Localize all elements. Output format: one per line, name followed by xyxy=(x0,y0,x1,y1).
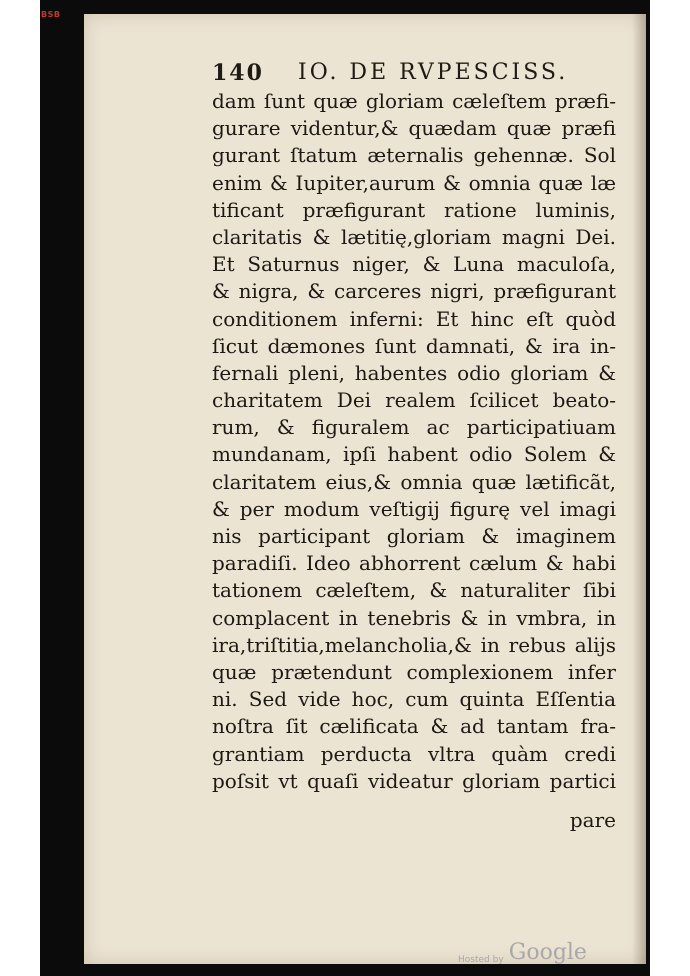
hosted-by-watermark xyxy=(458,940,587,966)
body-text xyxy=(212,88,616,795)
text-line: gurant ſtatum æternalis gehennæ. Sol xyxy=(212,143,616,168)
text-line: poſsit vt quaſi videatur gloriam partici xyxy=(212,768,616,793)
google-logo: Google xyxy=(508,940,587,965)
text-line: dam ſunt quæ gloriam cæleſtem præfi- xyxy=(212,89,616,113)
text-line: enim & Iupiter,aurum & omnia quæ læ xyxy=(212,170,616,195)
text-line: gurare videntur,& quædam quæ præfi xyxy=(212,116,616,141)
text-line: claritatis & lætitię,gloriam magni Dei. xyxy=(212,224,616,249)
text-line: quæ prætendunt complexionem infer xyxy=(212,659,616,684)
text-line: & per modum veſtigij figurę vel imagi xyxy=(212,496,616,521)
text-line: conditionem inferni: Et hinc eſt quòd xyxy=(212,306,616,331)
text-line: & nigra, & carceres nigri, præfigurant xyxy=(212,279,616,304)
text-line: grantiam perducta vltra quàm credi xyxy=(212,741,616,766)
text-line: ira,triſtitia,melancholia,& in rebus alijs xyxy=(212,632,616,657)
page-edge-shadow xyxy=(632,14,646,964)
text-line: tificant præfigurant ratione luminis, xyxy=(212,197,616,222)
text-line: paradiſi. Ideo abhorrent cælum & habi xyxy=(212,551,616,576)
text-line: noſtra ſit cælificata & ad tantam fra- xyxy=(212,714,616,739)
text-line: ni. Sed vide hoc, cum quinta Eſſentia xyxy=(212,687,616,712)
text-line: fernali pleni, habentes odio gloriam & xyxy=(212,360,616,385)
text-line: Et Saturnus niger, & Luna maculoſa, xyxy=(212,252,616,277)
text-line: claritatem eius,& omnia quæ lætificãt, xyxy=(212,469,616,494)
text-line: ſicut dæmones ſunt damnati, & ira in- xyxy=(212,333,616,358)
text-line: nis participant gloriam & imaginem xyxy=(212,524,616,548)
hosted-by-text: Hosted by xyxy=(458,955,504,965)
running-head: IO. DE RVPESCISS. xyxy=(298,60,569,85)
text-line: rum, & figuralem ac participatiuam xyxy=(212,415,616,440)
text-line: charitatem Dei realem ſcilicet beato- xyxy=(212,388,616,413)
text-line: mundanam, ipſi habent odio Solem & xyxy=(212,442,616,467)
text-line: complacent in tenebris & in vmbra, in xyxy=(212,605,616,630)
catchword: pare xyxy=(569,808,616,832)
library-stamp: BSB xyxy=(41,10,61,19)
text-line: tationem cæleſtem, & naturaliter ſibi xyxy=(212,578,616,603)
page-number: 140 xyxy=(212,60,264,86)
page-header xyxy=(212,60,616,90)
